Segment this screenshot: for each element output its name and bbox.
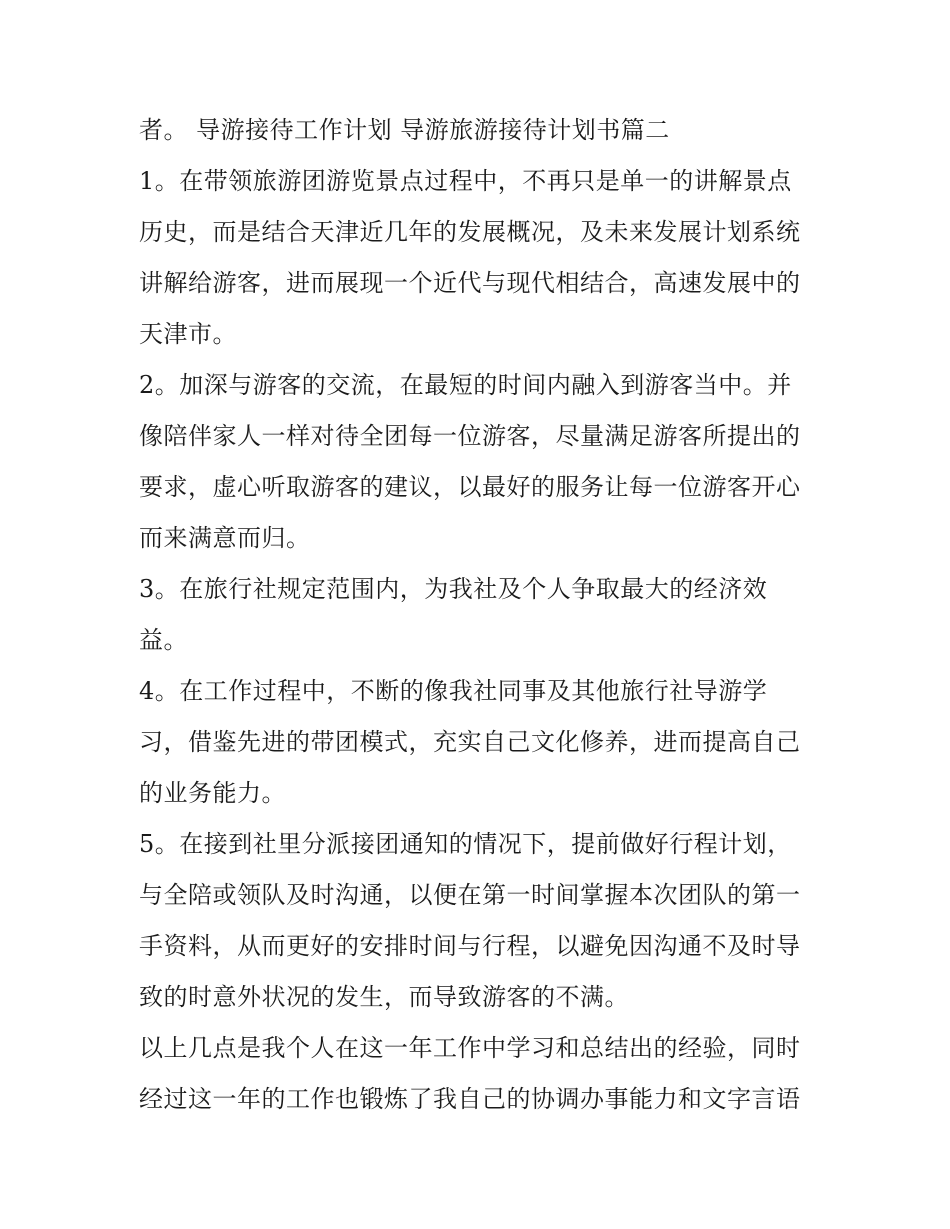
text-line: 手资料，从而更好的安排时间与行程，以避免因沟通不及时导: [139, 932, 801, 960]
text-line: 而来满意而归。: [139, 524, 311, 552]
text-line: 4。在工作过程中，不断的像我社同事及其他旅行社导游学: [139, 677, 768, 705]
text-line: 经过这一年的工作也锻炼了我自己的协调办事能力和文字言语: [139, 1085, 801, 1113]
text-line: 与全陪或领队及时沟通，以便在第一时间掌握本次团队的第一: [139, 881, 801, 909]
text-line: 要求，虚心听取游客的建议，以最好的服务让每一位游客开心: [139, 473, 801, 501]
text-line: 习，借鉴先进的带团模式，充实自己文化修养，进而提高自己: [139, 728, 801, 756]
text-line: 以上几点是我个人在这一年工作中学习和总结出的经验，同时: [139, 1034, 801, 1062]
text-line: 历史，而是结合天津近几年的发展概况，及未来发展计划系统: [139, 218, 801, 246]
text-line: 的业务能力。: [139, 779, 286, 807]
text-line: 3。在旅行社规定范围内，为我社及个人争取最大的经济效: [139, 575, 768, 603]
text-line: 致的时意外状况的发生，而导致游客的不满。: [139, 983, 629, 1011]
text-line: 5。在接到社里分派接团通知的情况下，提前做好行程计划，: [139, 830, 792, 858]
document-body: [139, 105, 829, 1125]
text-line: 像陪伴家人一样对待全团每一位游客，尽量满足游客所提出的: [139, 422, 801, 450]
text-line: 讲解给游客，进而展现一个近代与现代相结合，高速发展中的: [139, 269, 801, 297]
text-line: 1。在带领旅游团游览景点过程中，不再只是单一的讲解景点: [139, 167, 792, 195]
text-line: 天津市。: [139, 320, 237, 348]
text-line: 者。 导游接待工作计划 导游旅游接待计划书篇二: [139, 116, 670, 144]
text-line: 益。: [139, 626, 188, 654]
text-line: 2。加深与游客的交流，在最短的时间内融入到游客当中。并: [139, 371, 792, 399]
